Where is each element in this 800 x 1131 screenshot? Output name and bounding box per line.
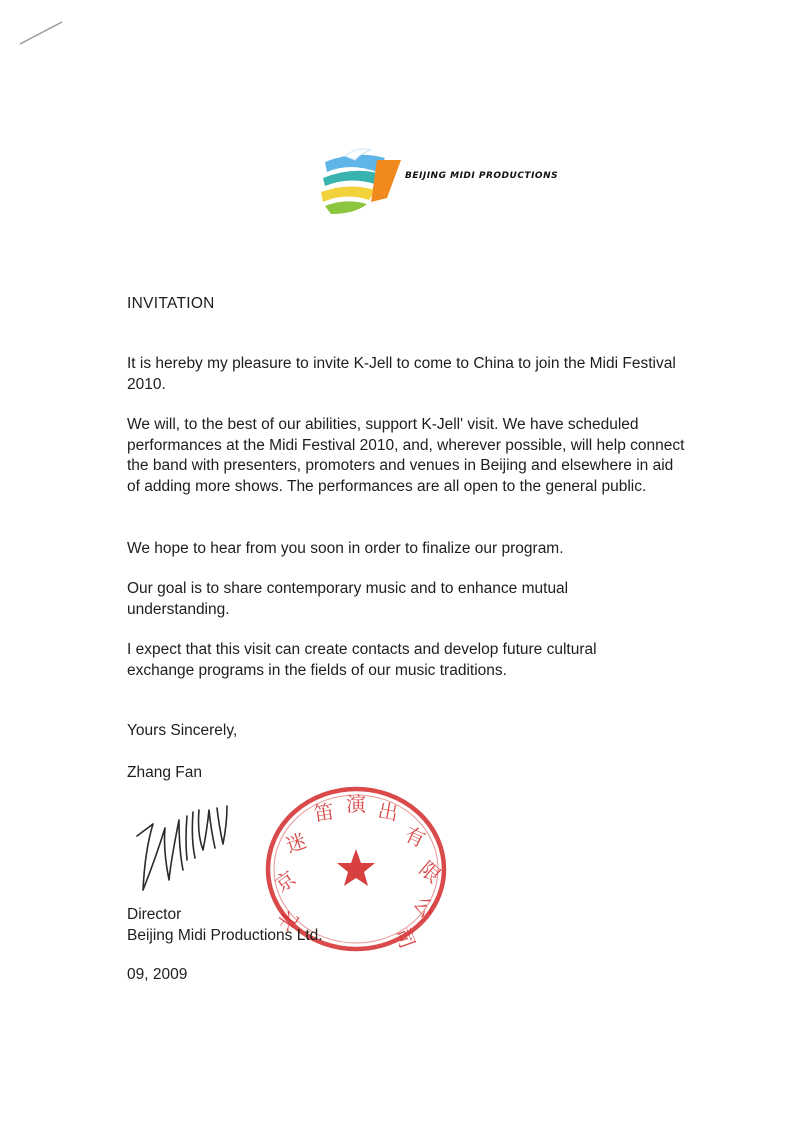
paragraph-4: Our goal is to share contemporary music and to enhance mutual understanding. [127, 580, 569, 618]
logo-graphic [315, 140, 405, 220]
paragraph-1: It is hereby my pleasure to invite K-Jell to come to China to join the Midi Festival 2010. [127, 355, 676, 393]
svg-text:限: 限 [414, 856, 446, 888]
paragraph-2: We will, to the best of our abilities, support K-Jell' visit. We have scheduled performances at the Midi Festival 2010, and, wherever possible, will help connect the band with presenters, promoters and venues in Beijing and elsewhere in aid of adding more shows. The performances are all open to the general public. [127, 416, 685, 495]
paragraph-3: We hope to hear from you soon in order to finalize our program. [127, 540, 564, 557]
svg-text:司: 司 [390, 924, 420, 952]
signer-company: Beijing Midi Productions Ltd. [127, 927, 323, 944]
letter-heading: INVITATION [127, 295, 215, 312]
logo-text: BEIJING MIDI PRODUCTIONS [405, 171, 559, 181]
letter-date: 09, 2009 [127, 966, 188, 983]
svg-text:北: 北 [272, 905, 304, 936]
company-logo [315, 140, 559, 220]
svg-text:出: 出 [376, 798, 400, 826]
handwritten-signature [135, 800, 255, 900]
svg-text:演: 演 [346, 792, 366, 816]
signer-name: Zhang Fan [127, 764, 202, 781]
svg-text:公: 公 [408, 892, 441, 923]
closing: Yours Sincerely, [127, 722, 238, 739]
paragraph-5: I expect that this visit can create contacts and develop future cultural exchange programs in the fields of our music traditions. [127, 641, 597, 679]
scan-mark [18, 18, 68, 48]
svg-text:京: 京 [270, 865, 301, 898]
signer-title: Director [127, 906, 182, 923]
svg-text:有: 有 [400, 821, 430, 852]
svg-text:迷: 迷 [282, 828, 310, 858]
svg-text:笛: 笛 [312, 799, 336, 826]
